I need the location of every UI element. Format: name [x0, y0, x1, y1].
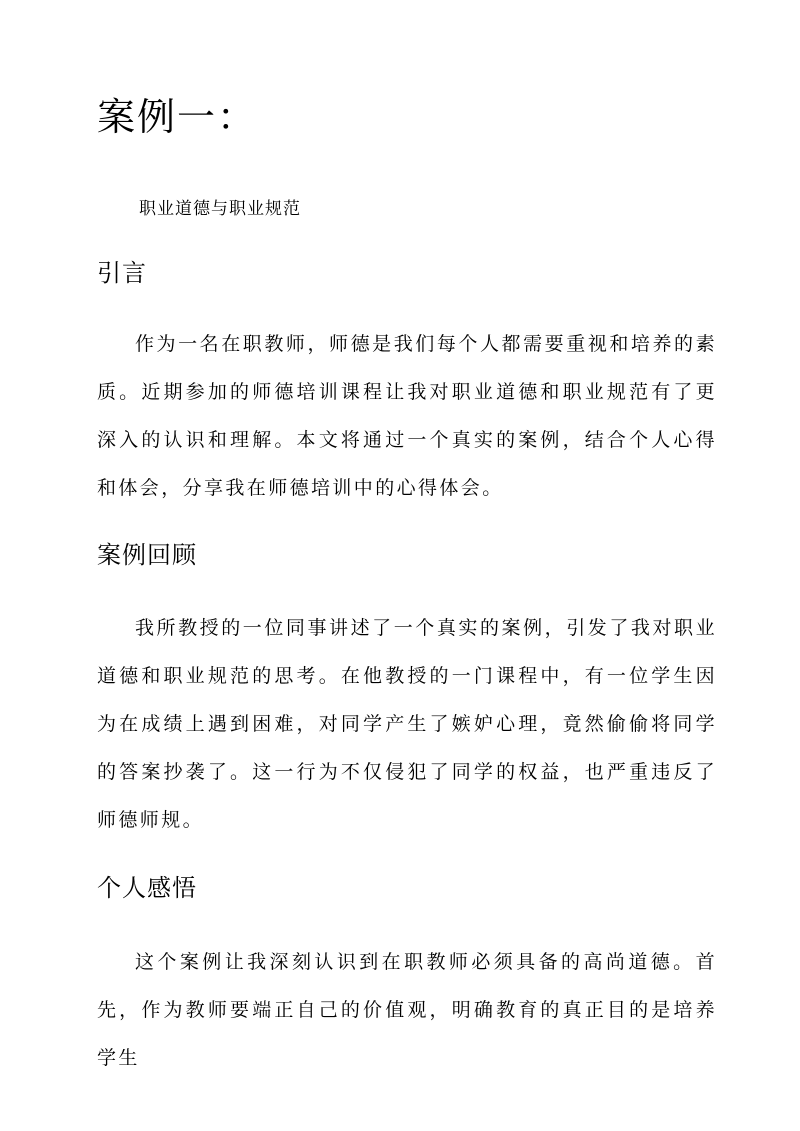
page-title: 案例一：: [97, 95, 258, 139]
section-heading-case-review: 案例回顾: [97, 541, 197, 569]
section-paragraph-case-review: 我所教授的一位同事讲述了一个真实的案例，引发了我对职业道德和职业规范的思考。在他教授的一门课程中，有一位学生因为在成绩上遇到困难，对同学产生了嫉妒心理，竟然偷偷将同学的答案抄袭了。这一行为不仅侵犯了同学的权益，也严重违反了师德师规。: [97, 617, 717, 831]
section-paragraph-intro: 作为一名在职教师，师德是我们每个人都需要重视和培养的素质。近期参加的师德培训课程让我对职业道德和职业规范有了更深入的认识和理解。本文将通过一个真实的案例，结合个人心得和体会，分享我在师德培训中的心得体会。: [97, 333, 717, 499]
section-heading-intro: 引言: [97, 259, 147, 287]
page-subtitle: 职业道德与职业规范: [139, 199, 301, 219]
section-paragraph-personal-insight: 这个案例让我深刻认识到在职教师必须具备的高尚道德。首先，作为教师要端正自己的价值观，明确教育的真正目的是培养学生: [97, 951, 717, 1069]
section-heading-personal-insight: 个人感悟: [97, 874, 197, 902]
